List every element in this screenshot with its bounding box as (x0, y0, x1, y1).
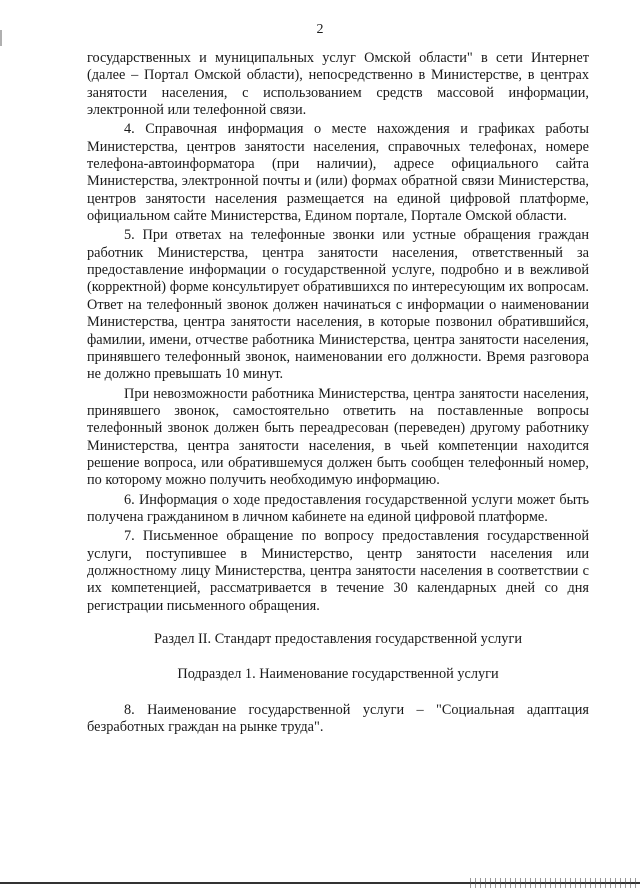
paragraph-item-5: 5. При ответах на телефонные звонки или устные обращения граждан работник Министерства, центра занятости населения, ответственный за предоставление информации о государственной услуге, подробно и в вежливой (корректной) форме консультирует обратившихся по интересующим их вопросам. Ответ на телефонный звонок должен начинаться с информации о наименовании Министерства, центра занятости населения, в которые позвонил обратившийся, фамилии, имени, отчестве работника Министерства, центра занятости населения, принявшего телефонный звонок, наименовании его должности. Время разговора не должно превышать 10 минут. (87, 227, 589, 383)
paragraph-item-8: 8. Наименование государственной услуги – "Социальная адаптация безработных граждан на рынке труда". (87, 701, 589, 736)
subsection-heading: Подраздел 1. Наименование государственной услуги (177, 666, 499, 683)
paragraph-item-7: 7. Письменное обращение по вопросу предоставления государственной услуги, поступившее в Министерство, центр занятости населения или должностному лицу Министерства, центра занятости населения в соответствии с их компетенцией, рассматривается в течение 30 календарных дней со дня регистрации письменного обращения. (87, 528, 589, 614)
paragraph-item-4: 4. Справочная информация о месте нахождения и графиках работы Министерства, центров занятости населения, справочных телефонах, номере телефона-автоинформатора (при наличии), адресе официального сайта Министерства, электронной почты и (или) формах обратной связи Министерства, центров занятости населения размещается на единой цифровой платформе, официальном сайте Министерства, Едином портале, Портале Омской области. (87, 121, 589, 225)
paragraph-item-6: 6. Информация о ходе предоставления государственной услуги может быть получена гражданином в личном кабинете на единой цифровой платформе. (87, 491, 589, 525)
paragraph-continuation: государственных и муниципальных услуг Омской области" в сети Интернет (далее – Портал Омской области), непосредственно в Министерстве, в центрах занятости населения, с использованием средств массовой информации, электронной или телефонной связи. (87, 50, 589, 119)
paragraph-item-5-continued: При невозможности работника Министерства, центра занятости населения, принявшего звонок, самостоятельно ответить на поставленные вопросы телефонный звонок должен быть переадресован (переведен) другому работнику Министерства, центра занятости населения, в чьей компетенции находится решение вопроса, или обратившемуся должен быть сообщен телефонный номер, по которому можно получить необходимую информацию. (87, 385, 589, 489)
page-number: 2 (316, 22, 324, 37)
document-body (87, 50, 589, 736)
scan-bottom-artifact (470, 878, 640, 888)
section-heading: Раздел II. Стандарт предоставления государственной услуги (154, 631, 522, 647)
